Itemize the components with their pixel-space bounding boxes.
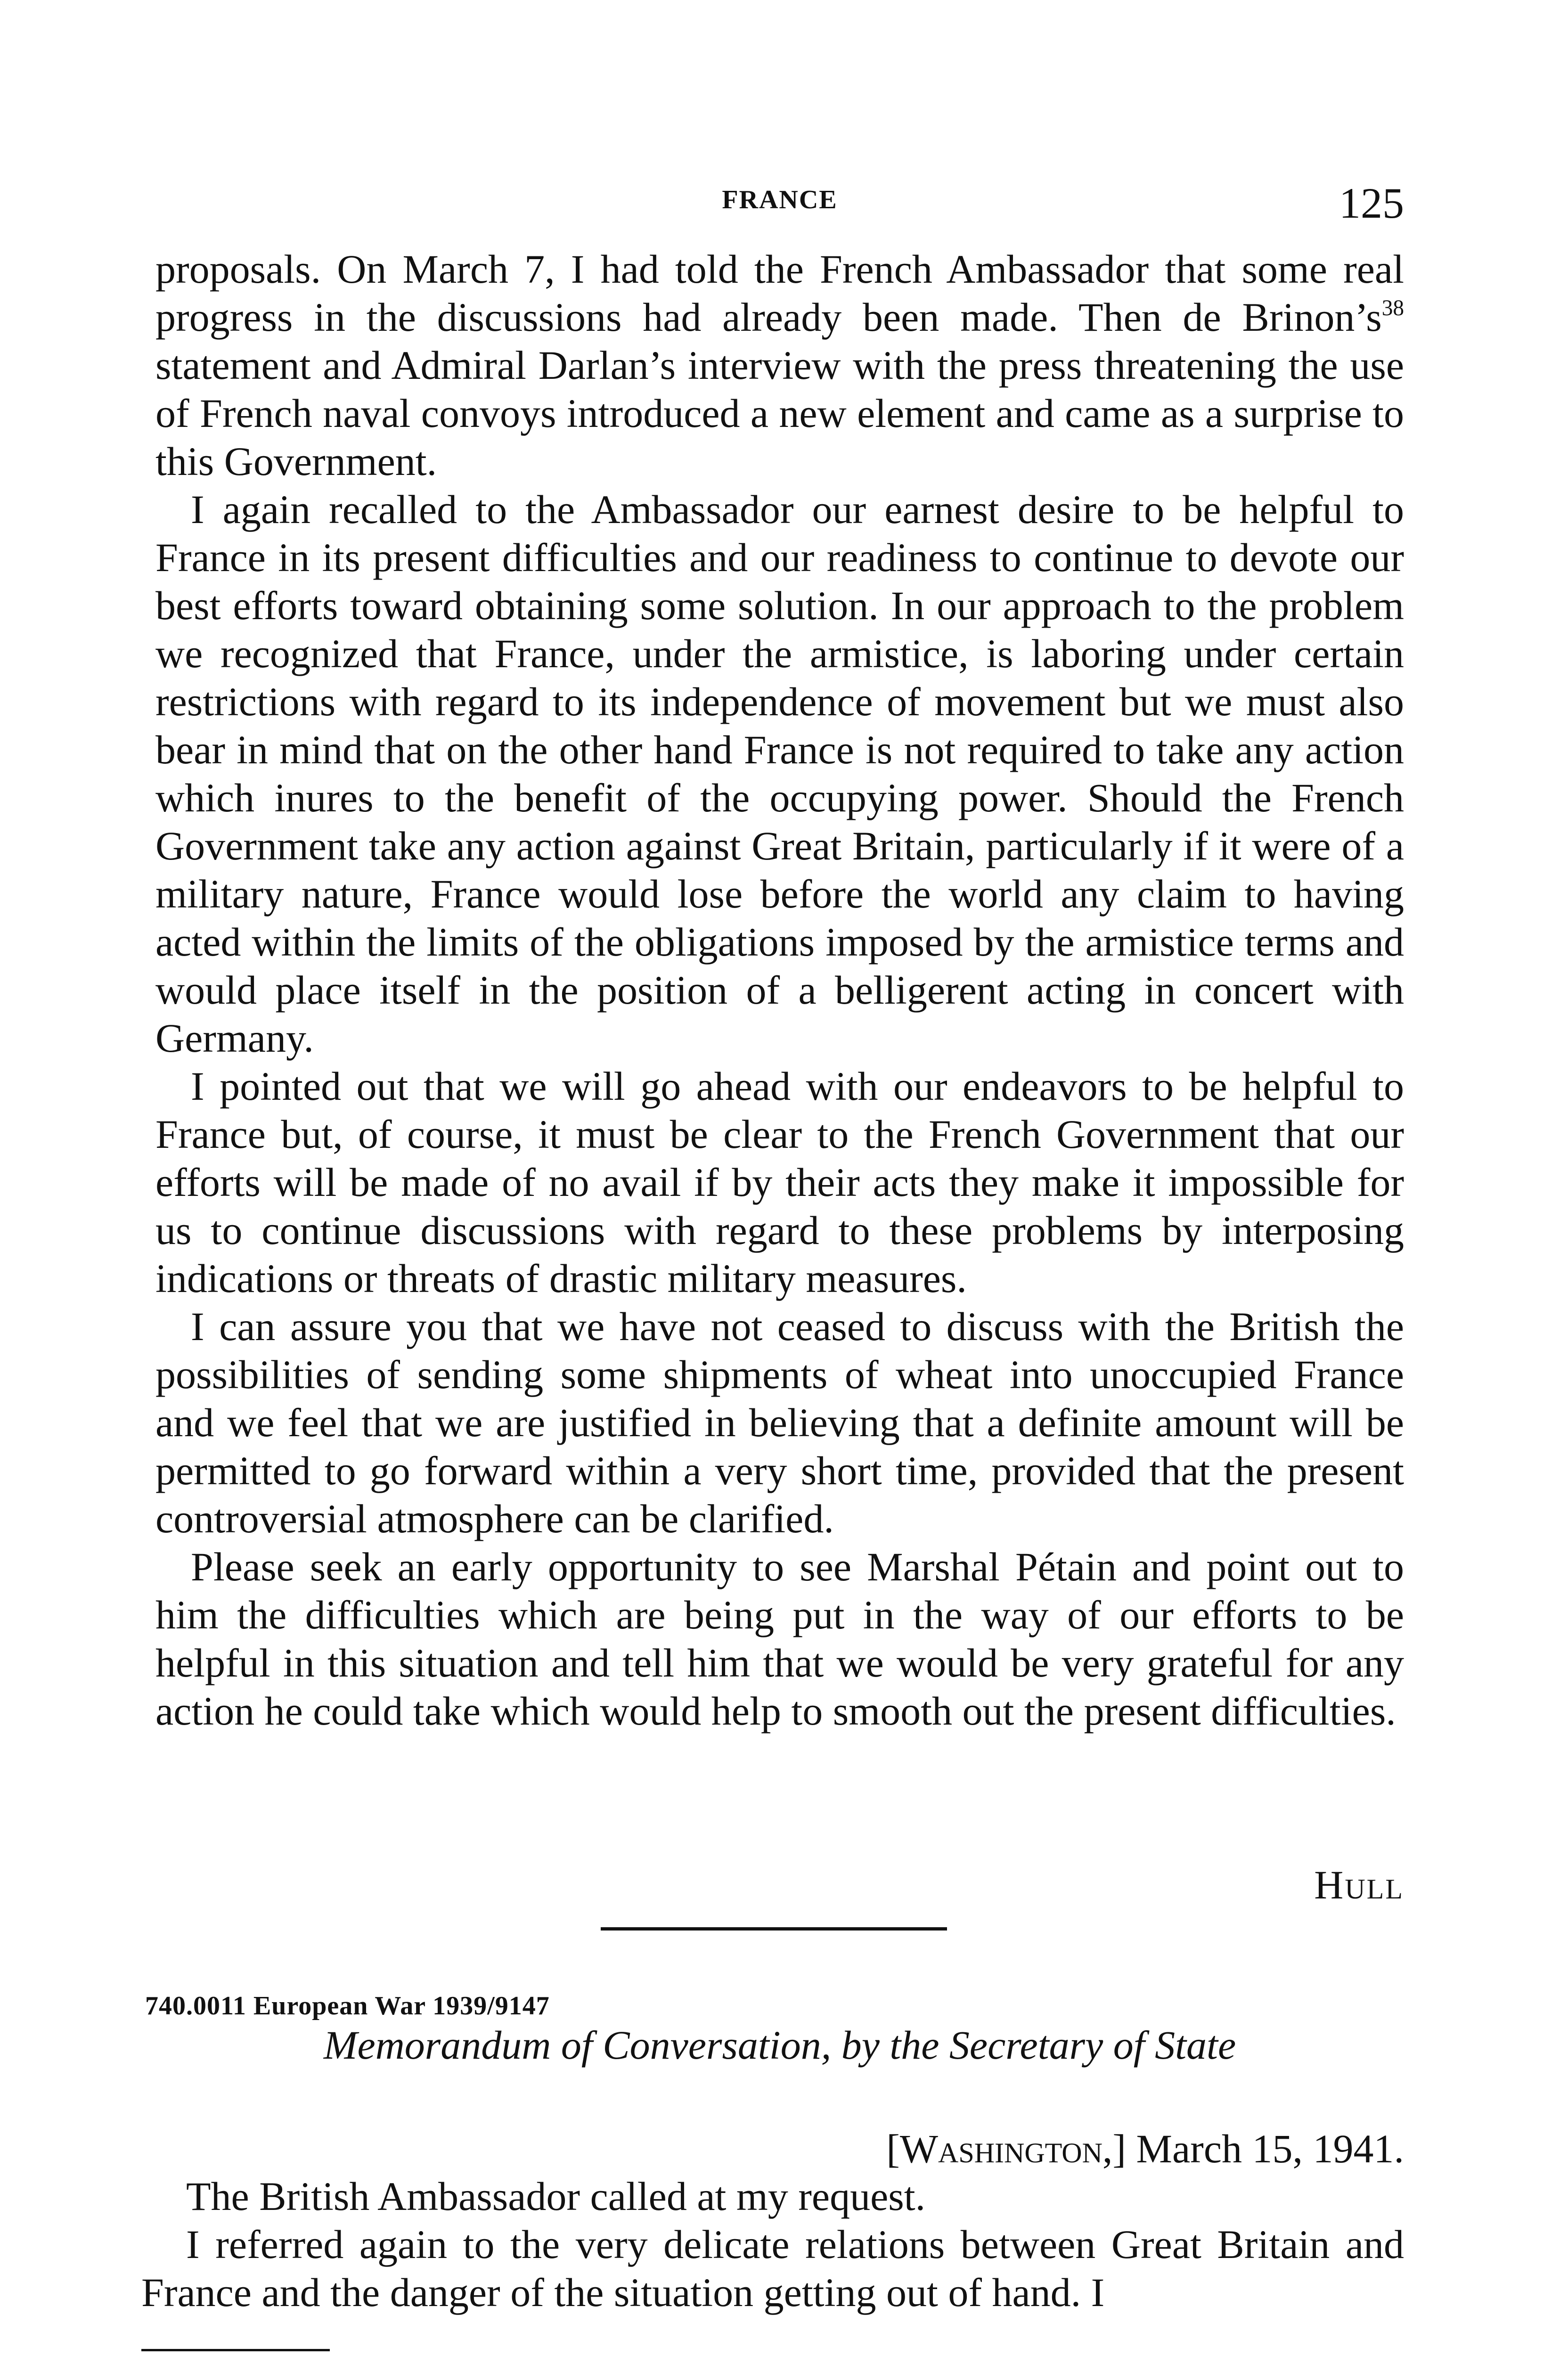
footnote-divider — [141, 2349, 330, 2351]
dateline — [886, 2125, 1404, 2172]
file-number: 740.0011 European War 1939/9147 — [145, 1991, 550, 2021]
signature: Hull — [1314, 1862, 1404, 1907]
memo-paragraph-2: I referred again to the very delicate relations between Great Britain and France and the danger of the situation getting out of hand. I — [141, 2222, 1404, 2315]
page-number: 125 — [1339, 179, 1404, 227]
paragraph-1-text-continued: statement and Admiral Darlan’s interview with the press threatening the use of French naval convoys introduced a new element and came as a surprise to this Government. — [155, 343, 1404, 484]
memo-body — [141, 2172, 1404, 2316]
dateline-place: [Washington,] — [886, 2126, 1127, 2171]
footnote-reference: 38 — [1381, 295, 1404, 320]
letter-body — [155, 245, 1404, 1735]
memo-title: Memorandum of Conversation, by the Secretary of State — [323, 2022, 1236, 2068]
page-header — [155, 178, 1404, 230]
paragraph-1-text: proposals. On March 7, I had told the French Ambassador that some real progress in the discussions had already been made. Then de Brinon’s — [155, 246, 1404, 340]
section-divider — [601, 1927, 947, 1931]
paragraph-1 — [155, 245, 1404, 485]
paragraph-5: Please seek an early opportunity to see Marshal Pétain and point out to him the difficulties which are being put in the way of our efforts to be helpful in this situation and tell him that we would be very grateful for any action he could take which would help to smooth out the present difficulties. — [155, 1544, 1404, 1734]
dateline-date: March 15, 1941. — [1126, 2126, 1404, 2171]
memo-paragraph-1: The British Ambassador called at my request. — [186, 2174, 926, 2219]
running-head: FRANCE — [722, 185, 838, 214]
paragraph-2: I again recalled to the Ambassador our earnest desire to be helpful to France in its present difficulties and our readiness to continue to devote our best efforts toward obtaining some solution. In our approach to the problem we recognized that France, under the armistice, is laboring under certain restrictions with regard to its independence of movement but we must also bear in mind that on the other hand France is not required to take any action which inures to the benefit of the occupying power. Should the French Government take any action against Great Britain, particularly if it were of a military nature, France would lose before the world any claim to having acted within the limits of the obligations imposed by the armistice terms and would place itself in the position of a belligerent acting in concert with Germany. — [155, 487, 1404, 1061]
paragraph-3: I pointed out that we will go ahead with our endeavors to be helpful to France but, of course, it must be clear to the French Government that our efforts will be made of no avail if by their acts they make it impossible for us to continue discussions with regard to these problems by interposing indications or threats of drastic military measures. — [155, 1063, 1404, 1301]
paragraph-4: I can assure you that we have not ceased to discuss with the British the possibilities of sending some shipments of wheat into unoccupied France and we feel that we are justified in believing that a definite amount will be permitted to go forward within a very short time, provided that the present controversial atmosphere can be clarified. — [155, 1304, 1404, 1541]
